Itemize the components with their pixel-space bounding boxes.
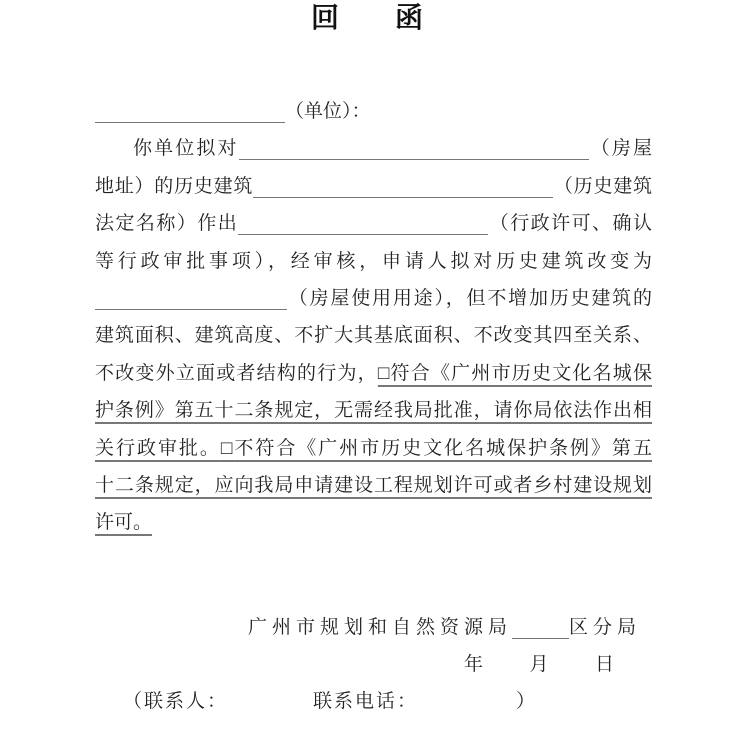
body-line-4: [95, 205, 652, 242]
body-line-5: [95, 243, 652, 280]
document-title: 回 函: [310, 3, 423, 34]
contact-person-label: （联系人：: [123, 691, 229, 712]
line9-text: 护条例》第五十二条规定，无需经我局批准，请你局依法作出相: [95, 400, 652, 422]
contact-close-paren: ）: [516, 691, 538, 712]
body-line-7: [95, 317, 652, 354]
line8-text-pre: 不改变外立面或者结构的行为，: [95, 362, 378, 384]
signature-line: [248, 616, 641, 640]
not-conform-checkbox[interactable]: □: [220, 437, 235, 459]
month-label: 月: [529, 654, 549, 675]
agency-name: 广州市规划和自然资源局: [248, 617, 513, 638]
date-line: [464, 653, 614, 677]
body-line-10: [95, 430, 652, 467]
contact-line: [0, 690, 734, 720]
approval-item-blank-field[interactable]: [238, 214, 488, 235]
line7-text: 建筑面积、建筑高度、不扩大其基底面积、不改变其四至关系、: [95, 325, 652, 347]
line11-text: 十二条规定，应向我局申请建设工程规划许可或者乡村建设规划: [95, 474, 652, 496]
unit-blank-field[interactable]: [95, 102, 285, 123]
line10-text-pre: 关行政审批。: [95, 437, 221, 459]
line2-text-pre: 你单位拟对: [133, 138, 239, 160]
year-label: 年: [464, 654, 484, 675]
body-line-1: [95, 93, 652, 130]
body-line-2: [95, 130, 652, 167]
contact-phone-label: 联系电话：: [313, 691, 419, 712]
house-address-blank-field[interactable]: [239, 139, 589, 160]
line2-text-post: （房屋: [588, 138, 652, 160]
body-line-6: [95, 280, 652, 317]
usage-blank-field[interactable]: [95, 289, 287, 310]
conform-checkbox[interactable]: □: [377, 362, 391, 384]
line6-text-post: （房屋使用用途），但不增加历史建筑的: [287, 287, 652, 309]
body-line-8: [95, 355, 652, 392]
line10-text-underlined: 不符合《广州市历史文化名城保护条例》第五: [234, 437, 652, 459]
line8-text-underlined: 符合《广州市历史文化名城保: [390, 362, 652, 384]
district-blank-field[interactable]: [512, 618, 569, 639]
day-label: 日: [594, 654, 614, 675]
line3-text-pre: 地址）的历史建筑: [95, 175, 254, 197]
body-line-12: [95, 504, 652, 541]
line3-text-post: （历史建筑: [553, 175, 652, 197]
line4-text-post: （行政许可、确认: [488, 213, 652, 235]
recipient-suffix: （单位）：: [285, 101, 371, 122]
body-line-11: [95, 467, 652, 504]
branch-suffix: 区分局: [569, 617, 642, 638]
document-body: [95, 93, 652, 542]
line12-text: 许可。: [95, 512, 153, 534]
building-name-blank-field[interactable]: [253, 177, 553, 198]
body-line-9: [95, 392, 652, 429]
body-line-3: [95, 168, 652, 205]
line5-text: 等行政审批事项），经审核，申请人拟对历史建筑改变为: [95, 250, 652, 272]
line4-text-pre: 法定名称）作出: [95, 213, 239, 235]
